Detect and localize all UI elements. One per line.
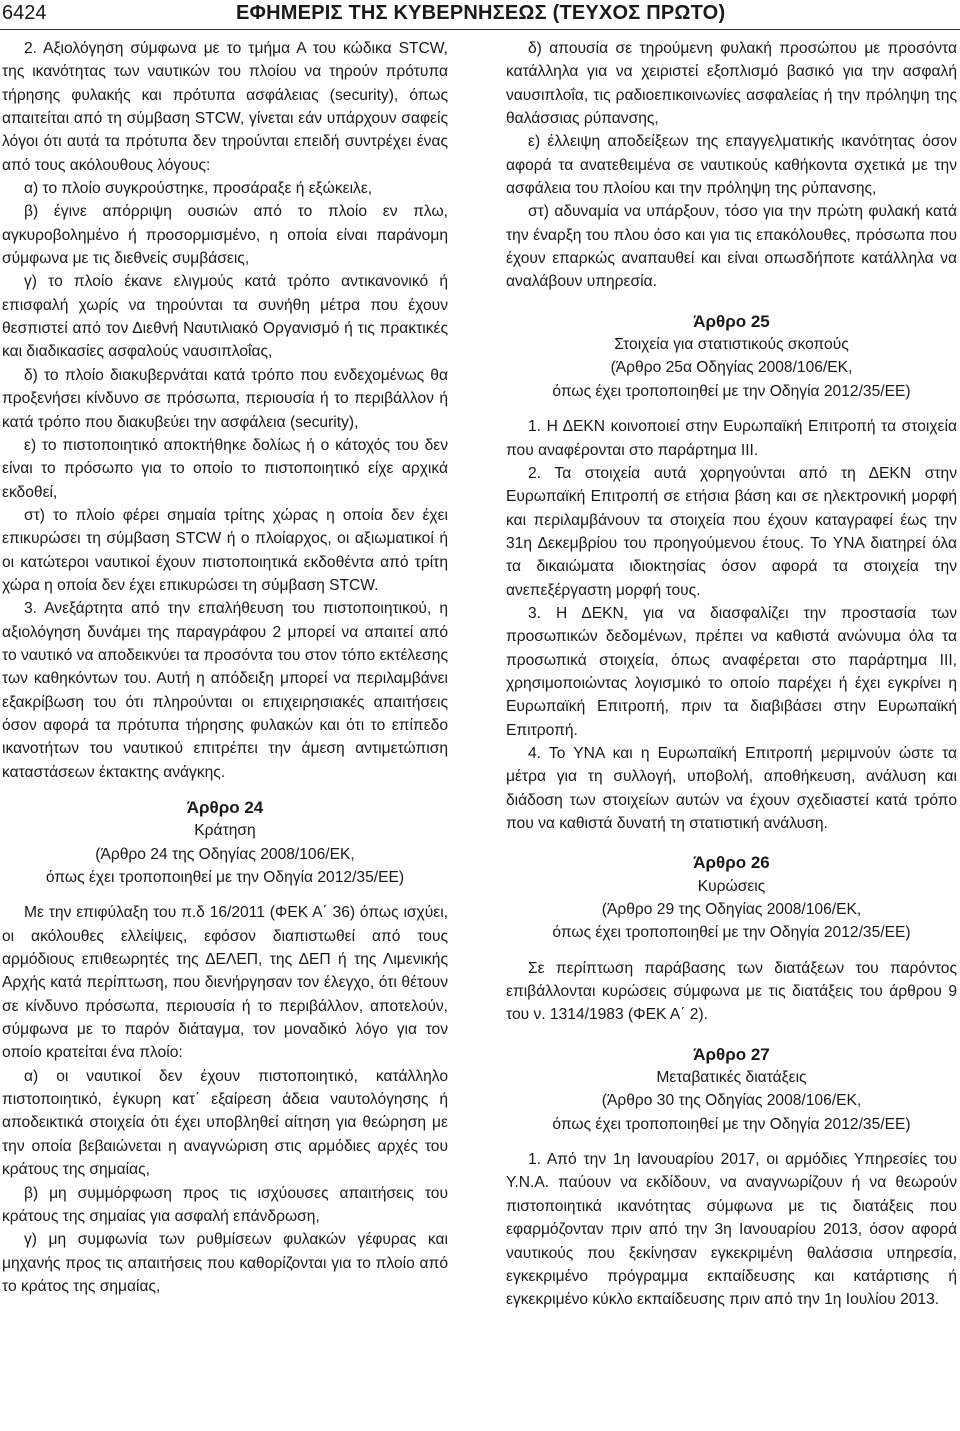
- spacer: [2, 784, 448, 796]
- article-25-ref-1: (Άρθρο 25α Οδηγίας 2008/106/ΕΚ,: [610, 359, 853, 377]
- article-24-item-b: β) μη συμμόρφωση προς τις ισχύουσες απαιτήσεις του κράτους της σημαίας για ασφαλή επάνδρωση,: [2, 1184, 448, 1225]
- page-number: 6424: [2, 2, 47, 24]
- article-27-subject: Μεταβατικές διατάξεις: [656, 1069, 807, 1087]
- article-27-ref-1: (Άρθρο 30 της Οδηγίας 2008/106/ΕΚ,: [601, 1092, 862, 1110]
- item-b: β) έγινε απόρριψη ουσιών από το πλοίο εν πλω, αγκυροβολημένο ή προσορμισμένο, η οποία είναι παράνομη σύμφωνα με τις διεθνείς συμβάσεις,: [2, 203, 448, 268]
- item-e: ε) το πιστοποιητικό αποκτήθηκε δολίως ή ο κάτοχός του δεν είναι το πρόσωπο για το οποίο το πιστοποιητικό είχε αρχικά εκδοθεί,: [2, 436, 448, 501]
- article-26-paragraph: Σε περίπτωση παράβασης των διατάξεων του παρόντος επιβάλλονται κυρώσεις σύμφωνα με τις διατάξεις του άρθρου 9 του ν. 1314/1983 (ΦΕΚ Α΄ 2).: [506, 959, 957, 1024]
- header-rule: [0, 29, 960, 30]
- article-24-item-a: α) οι ναυτικοί δεν έχουν πιστοποιητικό, κατάλληλο πιστοποιητικό, έγκυρη κατ΄ εξαίρεση άδεια ναυτολόγησης ή αποδεικτικά στοιχεία ότι έχει υποβληθεί αίτηση για θεώρηση με την οποία βεβαιώνεται η αναγνώριση στις αρμόδιες αρχές του κράτους της σημαίας,: [2, 1067, 448, 1179]
- article-27-heading: [506, 1043, 957, 1136]
- paragraph-3: 3. Ανεξάρτητα από την επαλήθευση του πιστοποιητικού, η αξιολόγηση δυνάμει της παραγράφου 2 μπορεί να απαιτεί από το ναυτικό να αποδεικνύει τα προσόντα του στον τόπο εκτέλεσης των καθηκόντων του. Αυτή η απόδειξη μπορεί να περιλαμβάνει εξακρίβωση του ότι πληρούνται οι επιχειρησιακές απαιτήσεις όσον αφορά τα πρότυπα τήρησης φυλακών και ότι το επίπεδο ικανοτήτων του ναυτικού επιτρέπει την άμεση αντιμετώπιση καταστάσεων έκτακτης ανάγκης.: [2, 600, 448, 781]
- article-25-paragraph-1: 1. Η ΔΕΚΝ κοινοποιεί στην Ευρωπαϊκή Επιτροπή τα στοιχεία που αναφέρονται στο παράρτημα ΙΙΙ.: [506, 418, 957, 459]
- item-d: δ) το πλοίο διακυβερνάται κατά τρόπο που ενδεχομένως θα προξενήσει κίνδυνο σε πρόσωπα, περιουσία ή το περιβάλλον ή κατά τρόπο που διακυβεύει την ασφάλεια (security),: [2, 366, 448, 431]
- article-26-ref-2: όπως έχει τροποποιηθεί με την Οδηγία 2012/35/ΕΕ): [552, 924, 911, 942]
- article-26-heading: [506, 851, 957, 944]
- spacer: [506, 835, 957, 851]
- article-24-ref-1: (Άρθρο 24 της Οδηγίας 2008/106/ΕΚ,: [95, 845, 355, 863]
- left-column: [2, 37, 448, 1298]
- article-24-item-st: στ) αδυναμία να υπάρξουν, τόσο για την πρώτη φυλακή κατά την έναρξη του πλου όσο και για τις επακόλουθες, πρόσωπα που έχουν επαρκώς αναπαυθεί και είναι οπωσδήποτε κατάλληλα να αναλάβουν υπηρεσία.: [506, 203, 957, 291]
- article-25-heading: [506, 310, 957, 403]
- article-26-subject: Κυρώσεις: [697, 877, 766, 895]
- page-header: [0, 0, 960, 30]
- spacer: [506, 1136, 957, 1148]
- article-25-title: Άρθρο 25: [693, 311, 770, 331]
- article-24-ref-2: όπως έχει τροποποιηθεί με την Οδηγία 2012/35/ΕΕ): [45, 869, 405, 887]
- article-25-ref-2: όπως έχει τροποποιηθεί με την Οδηγία 2012/35/ΕΕ): [552, 382, 911, 400]
- journal-title: ΕΦΗΜΕΡΙΣ ΤΗΣ ΚΥΒΕΡΝΗΣΕΩΣ (ΤΕΥΧΟΣ ΠΡΩΤΟ): [236, 2, 726, 24]
- article-26-title: Άρθρο 26: [693, 853, 770, 873]
- item-a: α) το πλοίο συγκρούστηκε, προσάραξε ή εξώκειλε,: [24, 180, 373, 198]
- article-27-paragraph-1: 1. Από την 1η Ιανουαρίου 2017, οι αρμόδιες Υπηρεσίες του Υ.Ν.Α. παύουν να εκδίδουν, να αναγνωρίζουν ή να θεωρούν πιστοποιητικά ικανότητας σύμφωνα με τις διατάξεις που εφαρμόζονταν πριν από την 3η Ιανουαρίου 2013, όσον αφορά ναυτικούς που ξεκίνησαν εγκεκριμένη θαλάσσια υπηρεσία, εγκεκριμένο πρόγραμμα εκπαίδευσης και κατάρτισης ή εγκεκριμένο κύκλο εκπαίδευσης πριν από την 1η Ιουλίου 2013.: [506, 1151, 957, 1309]
- article-24-item-e: ε) έλλειψη αποδείξεων της επαγγελματικής ικανότητας όσον αφορά τα ανατεθειμένα σε ναυτικούς καθήκοντα σχετικά με την ασφάλεια του πλοίου και την πρόληψη της ρύπανσης,: [506, 133, 957, 198]
- spacer: [506, 945, 957, 957]
- spacer: [506, 403, 957, 415]
- spacer: [2, 889, 448, 901]
- spacer: [506, 294, 957, 310]
- article-26-ref-1: (Άρθρο 29 της Οδηγίας 2008/106/ΕΚ,: [601, 901, 862, 919]
- article-25-paragraph-2: 2. Τα στοιχεία αυτά χορηγούνται από τη ΔΕΚΝ στην Ευρωπαϊκή Επιτροπή σε ετήσια βάση και σε ηλεκτρονική μορφή και περιλαμβάνουν τα στοιχεία που έχουν καταγραφεί έως την 31η Δεκεμβρίου του προηγούμενου έτους. Το ΥΝΑ διατηρεί όλα τα δικαιώματα ιδιοκτησίας όσον αφορά τα στοιχεία την ανεπεξέργαστη μορφή τους.: [506, 464, 957, 599]
- article-25-paragraph-4: 4. Το ΥΝΑ και η Ευρωπαϊκή Επιτροπή μεριμνούν ώστε τα μέτρα για τη συλλογή, υποβολή, αποθήκευση, ανάλυση και διάδοση των στοιχείων αυτών να έχουν σχεδιαστεί κατά τρόπο που να καθιστά δυνατή τη στατιστική ανάλυση.: [506, 744, 957, 832]
- item-st: στ) το πλοίο φέρει σημαία τρίτης χώρας η οποία δεν έχει επικυρώσει τη σύμβαση STCW ή ο πλοίαρχος, οι αξιωματικοί ή οι κατώτεροι ναυτικοί έχουν πιστοποιητικά εκδοθέντα από τρίτη χώρα η οποία δεν έχει επικυρώσει τη σύμβαση STCW.: [2, 506, 448, 594]
- right-column: [506, 37, 957, 1312]
- article-27-title: Άρθρο 27: [693, 1044, 770, 1064]
- article-24-title: Άρθρο 24: [186, 798, 264, 817]
- article-24-item-d: δ) απουσία σε τηρούμενη φυλακή προσώπου με προσόντα κατάλληλα για να χειριστεί εξοπλισμό βασικό για την ασφαλή ναυσιπλοΐα, τις ραδιοεπικοινωνίες ασφαλείας ή την πρόληψη της θαλάσσιας ρύπανσης,: [506, 40, 957, 128]
- article-27-ref-2: όπως έχει τροποποιηθεί με την Οδηγία 2012/35/ΕΕ): [552, 1115, 911, 1133]
- article-24-intro: Με την επιφύλαξη του π.δ 16/2011 (ΦΕΚ Α΄ 36) όπως ισχύει, οι ακόλουθες ελλείψεις, εφόσον διαπιστωθεί από τους αρμόδιους επιθεωρητές της ΔΕΛΕΠ, της ΔΕΠ ή της Λιμενικής Αρχής κατά περίπτωση, που διενήργησαν τον έλεγχο, ότι θέτουν σε κίνδυνο πρόσωπα, περιουσία ή το περιβάλλον, αποτελούν, σύμφωνα με το παρόν διάταγμα, τον μοναδικό λόγο για τον οποίο κρατείται ένα πλοίο:: [2, 904, 448, 1062]
- article-24-heading: [2, 796, 448, 889]
- spacer: [506, 1027, 957, 1043]
- article-25-paragraph-3: 3. Η ΔΕΚΝ, για να διασφαλίζει την προστασία των προσωπικών δεδομένων, πρέπει να καθιστά ανώνυμα όλα τα προσωπικά στοιχεία, όπως αναφέρεται στο παράρτημα ΙΙΙ, χρησιμοποιώντας λογισμικό το οποίο παρέχει ή έχει εγκρίνει η Ευρωπαϊκή Επιτροπή, πριν τα διαβιβάσει στην Ευρωπαϊκή Επιτροπή.: [506, 604, 957, 739]
- item-c: γ) το πλοίο έκανε ελιγμούς κατά τρόπο αντικανονικό ή επισφαλή χωρίς να τηρούνται τα συνήθη μέτρα που έχουν θεσπιστεί από τον Διεθνή Ναυτιλιακό Οργανισμό ή τις πρακτικές και διαδικασίες ασφαλούς ναυσιπλοΐας,: [2, 273, 448, 361]
- article-25-subject: Στοιχεία για στατιστικούς σκοπούς: [614, 336, 849, 354]
- article-24-subject: Κράτηση: [194, 822, 256, 840]
- article-24-item-c: γ) μη συμφωνία των ρυθμίσεων φυλακών γέφυρας και μηχανής προς τις απαιτήσεις που καθορίζονται για το πλοίο από το κράτος της σημαίας,: [2, 1231, 448, 1295]
- paragraph-2: 2. Αξιολόγηση σύμφωνα με το τμήμα Α του κώδικα STCW, της ικανότητας των ναυτικών του πλοίου να τηρούν πρότυπα τήρησης φυλακής και πρότυπα ασφάλειας (security), όπως απαιτείται από τη σύμβαση STCW, γίνεται εάν υπάρχουν σαφείς λόγοι ότι αυτά τα πρότυπα δεν τηρούνται επειδή συντρέχει ένας από τους ακόλουθους λόγους:: [2, 40, 448, 174]
